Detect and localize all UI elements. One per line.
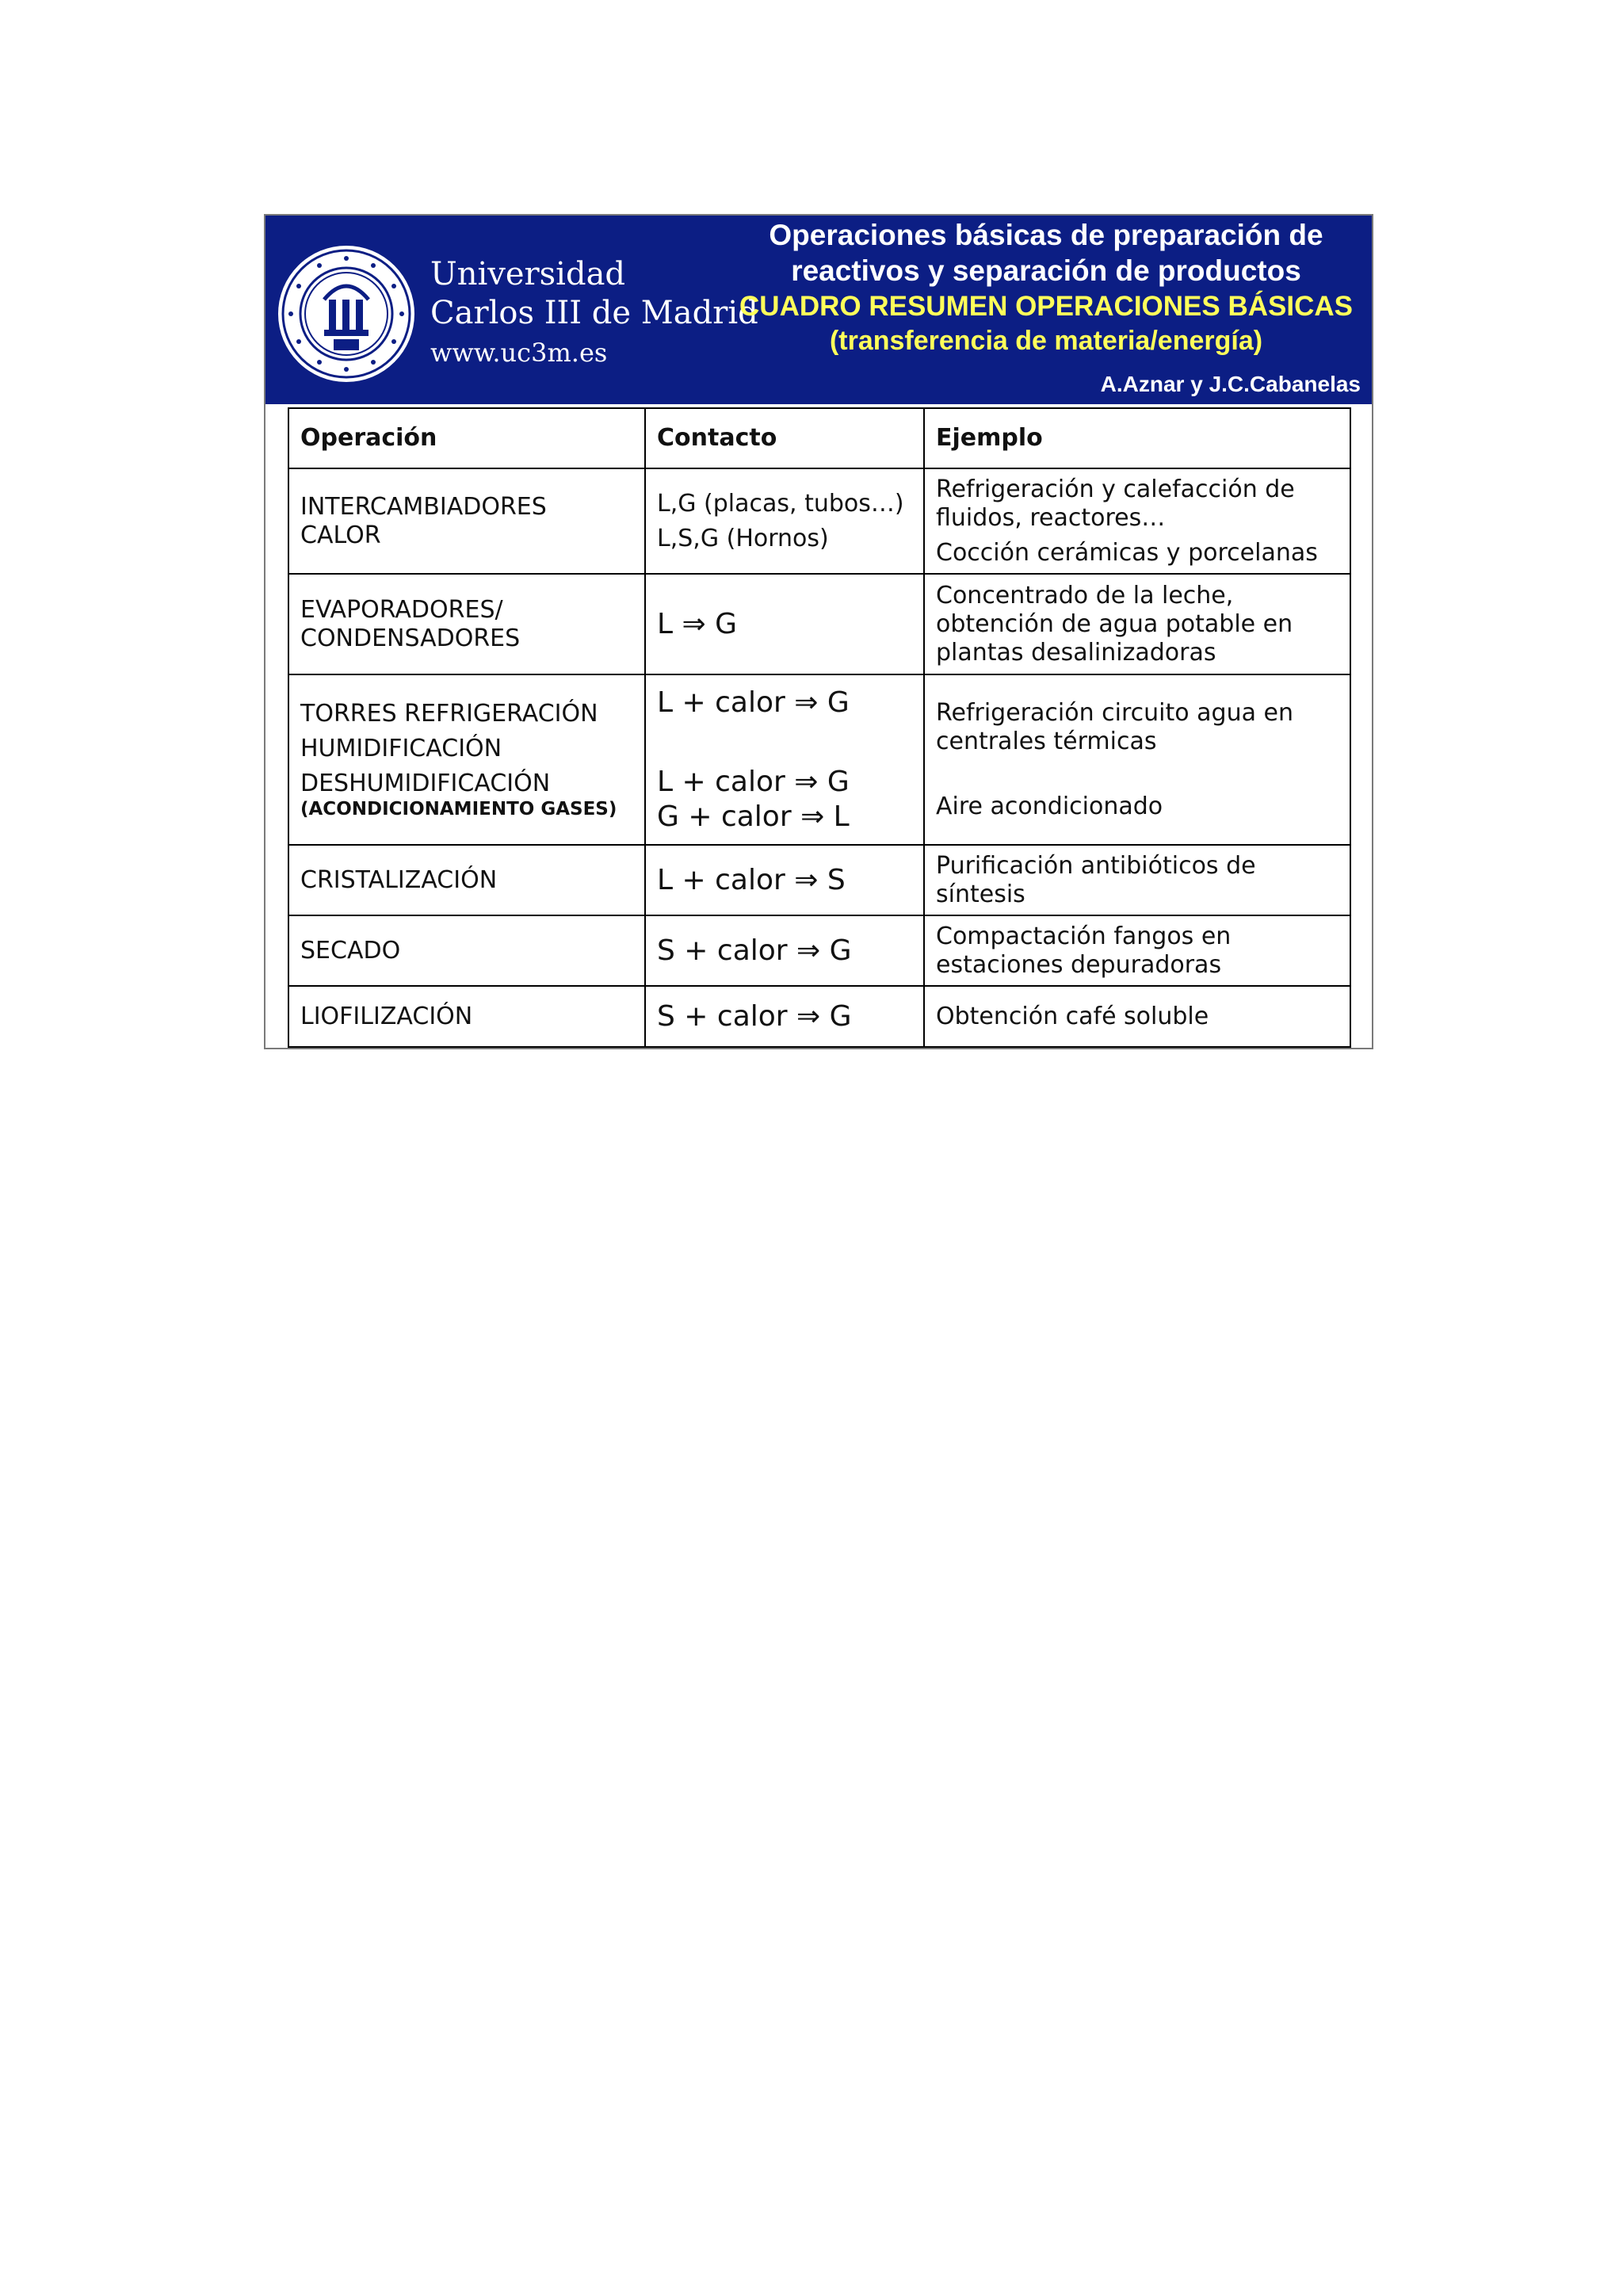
operation-cell: LIOFILIZACIÓN	[288, 986, 645, 1047]
contact-line: G + calor ⇒ L	[657, 800, 850, 833]
example-cell	[924, 468, 1350, 574]
operation-line: HUMIDIFICACIÓN	[300, 734, 502, 762]
example-line: fluidos, reactores…	[936, 503, 1166, 532]
title-line: reactivos y separación de productos	[791, 254, 1301, 287]
table-header-row	[288, 408, 1350, 468]
contact-line: L,S,G (Hornos)	[657, 524, 829, 552]
column-header: Ejemplo	[924, 408, 1350, 468]
authors: A.Aznar y J.C.Cabanelas	[1100, 372, 1361, 396]
contact-line: L + calor ⇒ G	[657, 686, 850, 719]
operation-cell: CRISTALIZACIÓN	[288, 845, 645, 915]
contact-cell: L ⇒ G	[645, 574, 924, 674]
university-url: www.uc3m.es	[430, 337, 608, 368]
operation-cell	[288, 468, 645, 574]
example-line: Refrigeración y calefacción de	[936, 475, 1295, 503]
example-line: obtención de agua potable en	[936, 609, 1293, 638]
example-line: Cocción cerámicas y porcelanas	[936, 538, 1318, 567]
example-line: Aire acondicionado	[936, 792, 1163, 820]
example-line: síntesis	[936, 880, 1025, 908]
operation-note: (ACONDICIONAMIENTO GASES)	[300, 798, 617, 819]
contact-cell	[645, 674, 924, 845]
table-row	[288, 915, 1350, 986]
subtitle-line: (transferencia de materia/energía)	[829, 326, 1263, 356]
title-line: Operaciones básicas de preparación de	[769, 219, 1323, 251]
university-seal-logo	[275, 243, 418, 385]
contact-spacer	[657, 720, 912, 765]
contact-cell: S + calor ⇒ G	[645, 986, 924, 1047]
example-cell: Obtención café soluble	[924, 986, 1350, 1047]
contact-line: L + calor ⇒ G	[657, 765, 850, 798]
contact-cell	[645, 468, 924, 574]
column-header: Contacto	[645, 408, 924, 468]
document-frame	[264, 214, 1373, 1049]
operation-cell	[288, 574, 645, 674]
operations-table	[288, 407, 1351, 1048]
university-line: Carlos III de Madrid	[430, 294, 758, 331]
example-line: Refrigeración circuito agua en	[936, 698, 1293, 727]
example-line: Concentrado de la leche,	[936, 581, 1234, 609]
example-cell	[924, 845, 1350, 915]
operation-line: EVAPORADORES/	[300, 595, 503, 624]
contact-cell: L + calor ⇒ S	[645, 845, 924, 915]
university-line: Universidad	[430, 256, 626, 292]
example-spacer	[936, 756, 1338, 793]
example-line: Purificación antibióticos de	[936, 851, 1256, 880]
table-row	[288, 574, 1350, 674]
header-titles	[725, 217, 1367, 357]
operation-line: DESHUMIDIFICACIÓN	[300, 769, 551, 797]
table-row	[288, 845, 1350, 915]
operation-line: CALOR	[300, 521, 381, 549]
example-line: plantas desalinizadoras	[936, 638, 1216, 667]
example-cell	[924, 674, 1350, 845]
operation-cell: SECADO	[288, 915, 645, 986]
contact-cell: S + calor ⇒ G	[645, 915, 924, 986]
contact-line: L,G (placas, tubos…)	[657, 489, 904, 518]
table-row	[288, 986, 1350, 1047]
column-header: Operación	[288, 408, 645, 468]
operation-line: CONDENSADORES	[300, 624, 521, 652]
university-name	[430, 255, 758, 369]
operation-line: TORRES REFRIGERACIÓN	[300, 699, 598, 728]
header-banner	[265, 216, 1372, 404]
example-cell	[924, 915, 1350, 986]
subtitle-line: CUADRO RESUMEN OPERACIONES BÁSICAS	[739, 291, 1353, 322]
example-line: centrales térmicas	[936, 727, 1157, 755]
table-row	[288, 674, 1350, 845]
example-cell	[924, 574, 1350, 674]
table-row	[288, 468, 1350, 574]
example-line: Compactación fangos en	[936, 922, 1232, 950]
operation-cell	[288, 674, 645, 845]
operation-line: INTERCAMBIADORES	[300, 492, 547, 521]
example-line: estaciones depuradoras	[936, 950, 1222, 979]
